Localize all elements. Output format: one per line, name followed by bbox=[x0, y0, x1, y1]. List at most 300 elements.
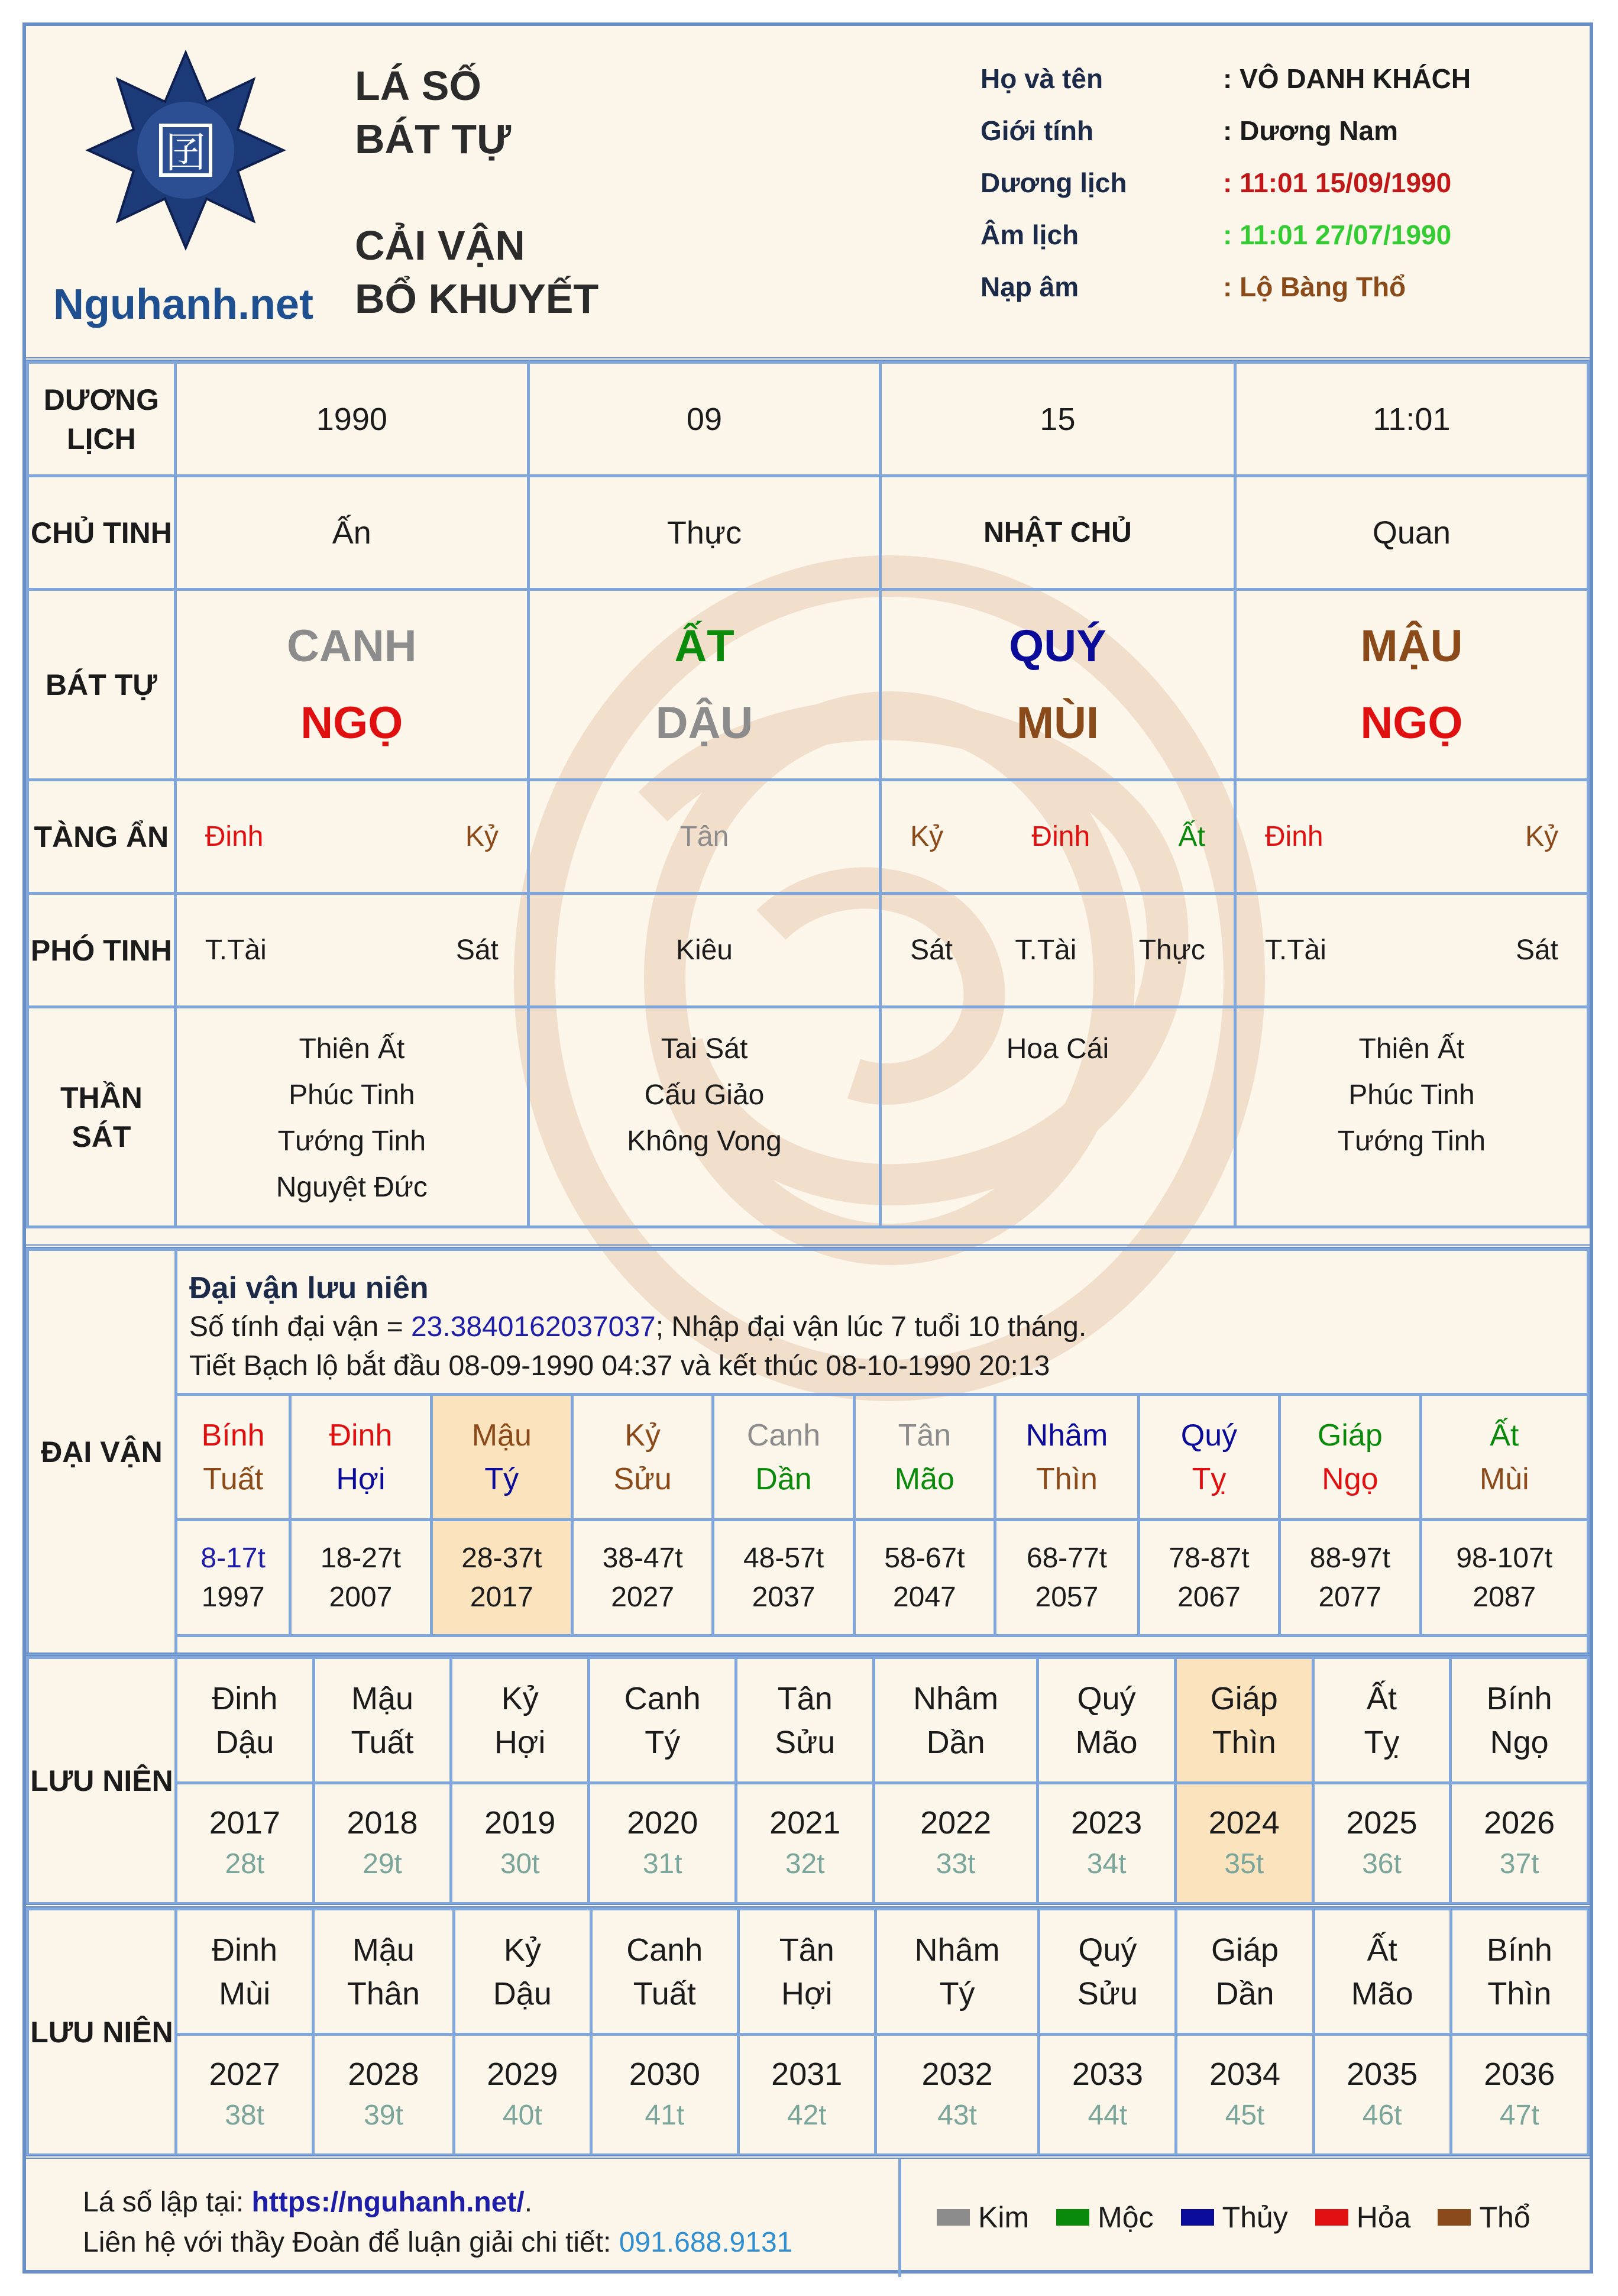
info-label: Nạp âm bbox=[980, 271, 1079, 302]
date-cell: 15 bbox=[881, 363, 1235, 476]
table-row bbox=[28, 590, 1588, 780]
dai-van-branch: Thìn bbox=[1035, 1461, 1098, 1496]
luu-nien-stem: Bính bbox=[1486, 1680, 1552, 1716]
calc-suffix: ; Nhập đại vận lúc 7 tuổi 10 tháng. bbox=[655, 1311, 1087, 1343]
luu-nien-age: 41t bbox=[645, 2099, 685, 2131]
dai-van-row bbox=[176, 1520, 1588, 1636]
dai-van-period bbox=[431, 1520, 572, 1636]
pho-tinh-item: Sát bbox=[1515, 934, 1558, 966]
date-cell: 09 bbox=[528, 363, 880, 476]
dai-van-pillar bbox=[1138, 1395, 1279, 1520]
luu-nien-age: 47t bbox=[1500, 2099, 1539, 2131]
luu-nien-year-cell bbox=[874, 1783, 1038, 1904]
legend-label: Mộc bbox=[1098, 2201, 1154, 2234]
dai-van-stem: Bính bbox=[201, 1418, 265, 1453]
row-label: BÁT TỰ bbox=[28, 590, 176, 780]
luu-nien-pillar bbox=[1313, 1658, 1451, 1783]
hidden-stem: Tân bbox=[679, 821, 729, 852]
info-row bbox=[980, 63, 1572, 115]
info-row bbox=[980, 115, 1572, 167]
luu-nien-age: 39t bbox=[364, 2099, 403, 2131]
than-sat-item: Thiên Ất bbox=[1358, 1033, 1465, 1065]
dai-van-year: 2047 bbox=[892, 1581, 956, 1613]
luu-nien-branch: Mão bbox=[1075, 1724, 1138, 1760]
hidden-stem: Kỷ bbox=[465, 821, 499, 852]
luu-nien-age: 36t bbox=[1362, 1848, 1402, 1880]
info-value: : VÔ DANH KHÁCH bbox=[1223, 63, 1471, 94]
dai-van-year: 2077 bbox=[1318, 1581, 1382, 1613]
info-value: : Lộ Bàng Thổ bbox=[1223, 271, 1406, 302]
luu-nien-year: 2035 bbox=[1347, 2056, 1418, 2092]
hidden-stem: Đinh bbox=[205, 821, 264, 852]
dai-van-period bbox=[1138, 1520, 1279, 1636]
branch-text: MÙI bbox=[1016, 697, 1099, 748]
luu-nien-year: 2019 bbox=[484, 1805, 556, 1841]
dai-van-stem: Quý bbox=[1180, 1418, 1238, 1453]
than-sat-item: Thiên Ất bbox=[299, 1033, 405, 1065]
header bbox=[26, 26, 1590, 375]
dai-van-branch: Sửu bbox=[613, 1461, 672, 1496]
luu-nien-stem: Đinh bbox=[212, 1932, 278, 1968]
than-sat-item: Không Vong bbox=[627, 1126, 782, 1157]
luu-nien-year-cell bbox=[591, 2035, 738, 2155]
luu-nien-year-cell bbox=[736, 1783, 874, 1904]
title-line: LÁ SỐ bbox=[355, 63, 481, 109]
pho-tinh-list bbox=[882, 934, 1234, 966]
dai-van-calc bbox=[189, 1308, 1575, 1347]
phone-link[interactable]: 091.688.9131 bbox=[619, 2227, 793, 2258]
element-legend bbox=[937, 2200, 1530, 2234]
table-row bbox=[28, 476, 1588, 590]
chu-tinh-cell: Quan bbox=[1235, 476, 1588, 590]
luu-nien-age: 31t bbox=[642, 1848, 682, 1880]
dai-van-year: 2017 bbox=[470, 1581, 533, 1613]
pho-tinh-item: T.Tài bbox=[1264, 934, 1326, 966]
luu-nien-stem: Quý bbox=[1078, 1932, 1137, 1968]
date-cell: 1990 bbox=[175, 363, 528, 476]
luu-nien-pillar bbox=[454, 1909, 591, 2035]
stem-text: MẬU bbox=[1360, 620, 1463, 671]
pho-tinh-list bbox=[177, 934, 527, 966]
luu-nien-year-cell bbox=[1039, 2035, 1176, 2155]
stem-text: QUÝ bbox=[1009, 620, 1106, 671]
link-prefix: Lá số lập tại: bbox=[83, 2187, 252, 2218]
dai-van-pillar bbox=[713, 1395, 854, 1520]
pho-tinh-item: Kiêu bbox=[675, 934, 733, 966]
luu-nien-year-cell bbox=[1313, 2035, 1451, 2155]
legend-item bbox=[1181, 2200, 1288, 2234]
luu-nien-branch: Tuất bbox=[633, 1975, 696, 2012]
luu-nien-year: 2031 bbox=[771, 2056, 843, 2092]
dai-van-branch: Tý bbox=[484, 1461, 519, 1496]
tang-an-list bbox=[1237, 820, 1587, 853]
luu-nien-label: LƯU NIÊN bbox=[28, 1658, 176, 1904]
info-value: : 11:01 27/07/1990 bbox=[1223, 219, 1452, 250]
luu-nien-branch: Mùi bbox=[219, 1975, 271, 2012]
dai-van-pillar bbox=[431, 1395, 572, 1520]
dai-van-stem: Canh bbox=[746, 1418, 821, 1453]
dai-van-age: 98-107t bbox=[1456, 1542, 1553, 1574]
pillar-cell bbox=[528, 590, 880, 780]
luu-nien-year: 2026 bbox=[1484, 1805, 1555, 1841]
chart-frame bbox=[22, 22, 1593, 2274]
dai-van-year: 1997 bbox=[201, 1581, 265, 1613]
luu-nien-year-cell bbox=[1038, 1783, 1176, 1904]
luu-nien-year: 2020 bbox=[627, 1805, 698, 1841]
dai-van-pillar bbox=[290, 1395, 431, 1520]
luu-nien-year: 2018 bbox=[347, 1805, 418, 1841]
legend-label: Hỏa bbox=[1356, 2201, 1411, 2234]
dai-van-stem: Kỷ bbox=[624, 1418, 661, 1453]
dai-van-age: 58-67t bbox=[884, 1542, 965, 1574]
dai-van-stem: Nhâm bbox=[1025, 1418, 1108, 1453]
luu-nien-pillar bbox=[738, 1909, 875, 2035]
dai-van-year: 2037 bbox=[752, 1581, 816, 1613]
luu-nien-stem: Canh bbox=[626, 1932, 703, 1968]
pillars-section bbox=[26, 357, 1590, 1262]
luu-nien-age: 28t bbox=[225, 1848, 265, 1880]
luu-nien-year: 2027 bbox=[209, 2056, 280, 2092]
legend-item bbox=[1056, 2200, 1153, 2234]
stem-text: ẤT bbox=[674, 620, 734, 671]
luu-nien-branch: Tỵ bbox=[1364, 1724, 1400, 1760]
hidden-stem: Kỷ bbox=[1525, 821, 1558, 852]
person-info bbox=[980, 63, 1572, 323]
dai-van-pillar bbox=[1280, 1395, 1420, 1520]
luu-nien-branch: Tý bbox=[645, 1724, 681, 1760]
dai-van-grid bbox=[174, 1393, 1590, 1637]
dai-van-stem: Tân bbox=[898, 1418, 952, 1453]
title-line: BÁT TỰ bbox=[355, 116, 512, 162]
luu-nien-pillar bbox=[875, 1909, 1039, 2035]
dai-van-tiet: Tiết Bạch lộ bắt đầu 08-09-1990 04:37 và kết thúc 08-10-1990 20:13 bbox=[189, 1350, 1050, 1382]
luu-nien-year-cell bbox=[176, 2035, 313, 2155]
title-line: BỔ KHUYẾT bbox=[355, 276, 599, 322]
luu-nien-age: 40t bbox=[502, 2099, 542, 2131]
dai-van-period bbox=[713, 1520, 854, 1636]
luu-nien-year: 2017 bbox=[209, 1805, 280, 1841]
luu-nien-section-1 bbox=[26, 1653, 1590, 1907]
luu-nien-year-cell bbox=[454, 2035, 591, 2155]
luu-nien-branch: Dần bbox=[1215, 1975, 1274, 2012]
luu-nien-year-cell bbox=[313, 1783, 451, 1904]
luu-nien-branch: Thìn bbox=[1487, 1975, 1552, 2012]
info-row bbox=[980, 167, 1572, 219]
legend-swatch bbox=[1181, 2209, 1214, 2226]
branch-text: NGỌ bbox=[300, 697, 403, 748]
luu-nien-year: 2028 bbox=[348, 2056, 419, 2092]
luu-nien-row bbox=[28, 2035, 1588, 2155]
than-sat-item: Tướng Tinh bbox=[277, 1126, 426, 1157]
than-sat-item: Phúc Tinh bbox=[289, 1079, 415, 1111]
luu-nien-year-cell bbox=[313, 2035, 454, 2155]
dai-van-age: 8-17t bbox=[200, 1542, 266, 1574]
luu-nien-stem: Bính bbox=[1486, 1932, 1552, 1968]
chu-tinh-cell: Thực bbox=[528, 476, 880, 590]
dai-van-stem: Mậu bbox=[471, 1418, 532, 1453]
luu-nien-stem: Ất bbox=[1367, 1932, 1397, 1968]
pillar-cell bbox=[175, 590, 528, 780]
footer bbox=[26, 2155, 1590, 2274]
luu-nien-year-cell bbox=[738, 2035, 875, 2155]
brand-name[interactable]: Nguhanh.net bbox=[53, 281, 313, 328]
branch-text: DẬU bbox=[655, 697, 753, 748]
luu-nien-branch: Mão bbox=[1351, 1975, 1413, 2012]
tang-an-cell bbox=[528, 780, 880, 894]
luu-nien-year-cell bbox=[451, 1783, 589, 1904]
luu-nien-branch: Hợi bbox=[494, 1724, 546, 1760]
date-cell: 11:01 bbox=[1235, 363, 1588, 476]
luu-nien-age: 33t bbox=[936, 1848, 976, 1880]
luu-nien-stem: Giáp bbox=[1211, 1932, 1279, 1968]
pho-tinh-item: Sát bbox=[455, 934, 499, 966]
luu-nien-table-2 bbox=[26, 1907, 1590, 2156]
dai-van-pillar bbox=[995, 1395, 1139, 1520]
luu-nien-branch: Thân bbox=[347, 1975, 420, 2012]
than-sat-item: Hoa Cái bbox=[1006, 1033, 1109, 1065]
luu-nien-pillar bbox=[1038, 1658, 1176, 1783]
table-row bbox=[28, 780, 1588, 894]
luu-nien-row bbox=[28, 1909, 1588, 2035]
dai-van-age: 68-77t bbox=[1026, 1542, 1107, 1574]
dai-van-branch: Ngọ bbox=[1322, 1461, 1378, 1496]
dai-van-period bbox=[290, 1520, 431, 1636]
luu-nien-pillar bbox=[591, 1909, 738, 2035]
luu-nien-age: 37t bbox=[1499, 1848, 1539, 1880]
info-row bbox=[980, 219, 1572, 271]
luu-nien-year: 2024 bbox=[1208, 1805, 1280, 1841]
pillars-table bbox=[26, 361, 1590, 1228]
luu-nien-pillar bbox=[313, 1909, 454, 2035]
legend-label: Thủy bbox=[1222, 2201, 1288, 2234]
than-sat-cell bbox=[175, 1007, 528, 1227]
dai-van-row bbox=[176, 1395, 1588, 1520]
luu-nien-pillar bbox=[589, 1658, 736, 1783]
luu-nien-stem: Mậu bbox=[351, 1680, 414, 1716]
luu-nien-label: LƯU NIÊN bbox=[28, 1909, 176, 2155]
dai-van-info bbox=[177, 1251, 1587, 1393]
luu-nien-stem: Tân bbox=[779, 1932, 834, 1968]
luu-nien-year-cell bbox=[1176, 2035, 1313, 2155]
luu-nien-branch: Tuất bbox=[351, 1724, 414, 1760]
row-label: DƯƠNG LỊCH bbox=[28, 363, 176, 476]
than-sat-item: Phúc Tinh bbox=[1348, 1079, 1475, 1111]
luu-nien-stem: Canh bbox=[624, 1680, 701, 1716]
pho-tinh-list bbox=[1237, 934, 1587, 966]
luu-nien-age: 44t bbox=[1088, 2099, 1128, 2131]
dai-van-period bbox=[854, 1520, 995, 1636]
than-sat-item: Tai Sát bbox=[661, 1033, 748, 1065]
luu-nien-age: 46t bbox=[1362, 2099, 1402, 2131]
luu-nien-stem: Nhâm bbox=[913, 1680, 999, 1716]
luu-nien-year: 2034 bbox=[1209, 2056, 1281, 2092]
luu-nien-age: 30t bbox=[500, 1848, 540, 1880]
luu-nien-pillar bbox=[451, 1658, 589, 1783]
tang-an-list bbox=[530, 820, 879, 853]
dai-van-period bbox=[572, 1520, 713, 1636]
luu-nien-stem: Giáp bbox=[1210, 1680, 1278, 1716]
luu-nien-branch: Thìn bbox=[1212, 1724, 1276, 1760]
than-sat-item: Tướng Tinh bbox=[1337, 1126, 1486, 1157]
dai-van-stem: Giáp bbox=[1317, 1418, 1383, 1453]
legend-label: Kim bbox=[978, 2201, 1030, 2234]
info-label: Họ và tên bbox=[980, 63, 1104, 94]
than-sat-cell bbox=[1235, 1007, 1588, 1227]
hidden-stem: Đinh bbox=[1031, 821, 1090, 852]
dai-van-age: 78-87t bbox=[1169, 1542, 1250, 1574]
luu-nien-branch: Tý bbox=[939, 1975, 975, 2012]
than-sat-cell bbox=[881, 1007, 1235, 1227]
dai-van-title: Đại vận lưu niên bbox=[189, 1271, 429, 1305]
legend-swatch bbox=[1438, 2209, 1471, 2226]
luu-nien-age: 42t bbox=[787, 2099, 827, 2131]
stem-text: CANH bbox=[287, 620, 417, 671]
luu-nien-year: 2022 bbox=[920, 1805, 992, 1841]
luu-nien-branch: Sửu bbox=[775, 1724, 836, 1760]
luu-nien-pillar bbox=[1313, 1909, 1451, 2035]
luu-nien-pillar bbox=[1451, 1658, 1588, 1783]
dai-van-branch: Mão bbox=[894, 1461, 954, 1496]
contact-prefix: Liên hệ với thầy Đoàn để luận giải chi tiết: bbox=[83, 2227, 619, 2258]
luu-nien-branch: Dậu bbox=[493, 1975, 552, 2012]
footer-contact bbox=[26, 2159, 901, 2277]
luu-nien-age: 35t bbox=[1224, 1848, 1264, 1880]
luu-nien-year: 2029 bbox=[487, 2056, 558, 2092]
dai-van-pillar bbox=[572, 1395, 713, 1520]
dai-van-section bbox=[26, 1244, 1590, 1676]
pho-tinh-cell bbox=[881, 894, 1235, 1007]
row-label: PHÓ TINH bbox=[28, 894, 176, 1007]
legend-swatch bbox=[1315, 2209, 1348, 2226]
luu-nien-age: 32t bbox=[785, 1848, 825, 1880]
luu-nien-stem: Ất bbox=[1366, 1680, 1397, 1716]
dai-van-branch: Dần bbox=[755, 1461, 812, 1496]
luu-nien-year-cell bbox=[589, 1783, 736, 1904]
dai-van-year: 2057 bbox=[1035, 1581, 1099, 1613]
luu-nien-pillar bbox=[1451, 1909, 1588, 2035]
luu-nien-pillar bbox=[313, 1658, 451, 1783]
row-label: TÀNG ẨN bbox=[28, 780, 176, 894]
dai-van-period bbox=[1420, 1520, 1588, 1636]
legend-item bbox=[937, 2200, 1029, 2234]
dai-van-age: 48-57t bbox=[743, 1542, 824, 1574]
info-value: : 11:01 15/09/1990 bbox=[1223, 167, 1452, 198]
hidden-stem: Ất bbox=[1178, 821, 1205, 852]
table-row bbox=[28, 1007, 1588, 1227]
dai-van-year: 2027 bbox=[611, 1581, 675, 1613]
dai-van-stem: Ất bbox=[1490, 1418, 1519, 1453]
legend-item bbox=[1315, 2200, 1411, 2234]
dai-van-branch: Mùi bbox=[1479, 1461, 1529, 1496]
pho-tinh-item: T.Tài bbox=[205, 934, 267, 966]
dai-van-period bbox=[176, 1520, 290, 1636]
luu-nien-branch: Ngọ bbox=[1490, 1724, 1549, 1760]
luu-nien-year: 2033 bbox=[1072, 2056, 1143, 2092]
table-row bbox=[28, 894, 1588, 1007]
pho-tinh-cell bbox=[1235, 894, 1588, 1007]
luu-nien-branch: Dậu bbox=[215, 1724, 274, 1760]
luu-nien-branch: Sửu bbox=[1077, 1975, 1138, 2012]
luu-nien-stem: Kỷ bbox=[501, 1680, 539, 1716]
dai-van-age: 28-37t bbox=[461, 1542, 542, 1574]
link-suffix: . bbox=[524, 2187, 533, 2218]
dai-van-year: 2087 bbox=[1473, 1581, 1536, 1613]
luu-nien-age: 38t bbox=[225, 2099, 264, 2131]
title-line: CẢI VẬN bbox=[355, 222, 525, 269]
than-sat-item: Cấu Giảo bbox=[644, 1079, 765, 1111]
svg-text:囝: 囝 bbox=[165, 128, 206, 177]
dai-van-pillar bbox=[176, 1395, 290, 1520]
pho-tinh-item: T.Tài bbox=[1015, 934, 1077, 966]
luu-nien-age: 43t bbox=[937, 2099, 977, 2131]
luu-nien-year-cell bbox=[875, 2035, 1039, 2155]
pho-tinh-cell bbox=[528, 894, 880, 1007]
luu-nien-row bbox=[28, 1783, 1588, 1904]
luu-nien-section-2 bbox=[26, 1904, 1590, 2158]
luu-nien-age: 29t bbox=[363, 1848, 402, 1880]
site-link[interactable]: https://nguhanh.net/ bbox=[251, 2187, 525, 2218]
luu-nien-year: 2032 bbox=[921, 2056, 993, 2092]
dai-van-stem: Đinh bbox=[329, 1418, 393, 1453]
tang-an-cell bbox=[881, 780, 1235, 894]
luu-nien-pillar bbox=[176, 1909, 313, 2035]
calc-prefix: Số tính đại vận = bbox=[189, 1311, 411, 1343]
info-row bbox=[980, 271, 1572, 323]
footer-link-line bbox=[83, 2182, 898, 2223]
pho-tinh-item: Thực bbox=[1138, 934, 1205, 966]
luu-nien-year-cell bbox=[176, 1783, 314, 1904]
luu-nien-year-cell bbox=[1313, 1783, 1451, 1904]
row-label: THẦN SÁT bbox=[28, 1007, 176, 1227]
tang-an-cell bbox=[175, 780, 528, 894]
star-logo-icon bbox=[85, 50, 286, 251]
chu-tinh-cell: NHẬT CHỦ bbox=[881, 476, 1235, 590]
luu-nien-stem: Quý bbox=[1077, 1680, 1136, 1716]
pillar-cell bbox=[1235, 590, 1588, 780]
luu-nien-table-1 bbox=[26, 1656, 1590, 1905]
branch-text: NGỌ bbox=[1360, 697, 1463, 748]
luu-nien-year: 2023 bbox=[1070, 1805, 1143, 1841]
calc-number: 23.3840162037037 bbox=[410, 1311, 656, 1343]
info-label: Âm lịch bbox=[980, 219, 1079, 250]
dai-van-age: 38-47t bbox=[602, 1542, 683, 1574]
luu-nien-age: 45t bbox=[1225, 2099, 1265, 2131]
info-label: Giới tính bbox=[980, 115, 1094, 146]
dai-van-table bbox=[26, 1248, 1590, 1656]
hidden-stem: Đinh bbox=[1264, 821, 1323, 852]
dai-van-branch: Hợi bbox=[336, 1461, 386, 1496]
row-label: CHỦ TINH bbox=[28, 476, 176, 590]
luu-nien-pillar bbox=[1176, 1909, 1313, 2035]
footer-contact-line bbox=[83, 2223, 898, 2263]
luu-nien-stem: Đinh bbox=[212, 1680, 278, 1716]
than-sat-cell bbox=[528, 1007, 880, 1227]
luu-nien-year-cell bbox=[1451, 1783, 1588, 1904]
luu-nien-row bbox=[28, 1658, 1588, 1783]
dai-van-pillar bbox=[854, 1395, 995, 1520]
dai-van-branch: Tuất bbox=[203, 1461, 264, 1496]
info-value: : Dương Nam bbox=[1223, 115, 1399, 146]
legend-item bbox=[1438, 2200, 1530, 2234]
luu-nien-year: 2036 bbox=[1484, 2056, 1555, 2092]
than-sat-item: Nguyệt Đức bbox=[276, 1172, 428, 1203]
dai-van-pillar bbox=[1420, 1395, 1588, 1520]
info-label: Dương lịch bbox=[980, 167, 1127, 198]
legend-swatch bbox=[937, 2209, 970, 2226]
pillar-cell bbox=[881, 590, 1235, 780]
luu-nien-pillar bbox=[176, 1658, 314, 1783]
pho-tinh-list bbox=[530, 934, 879, 966]
